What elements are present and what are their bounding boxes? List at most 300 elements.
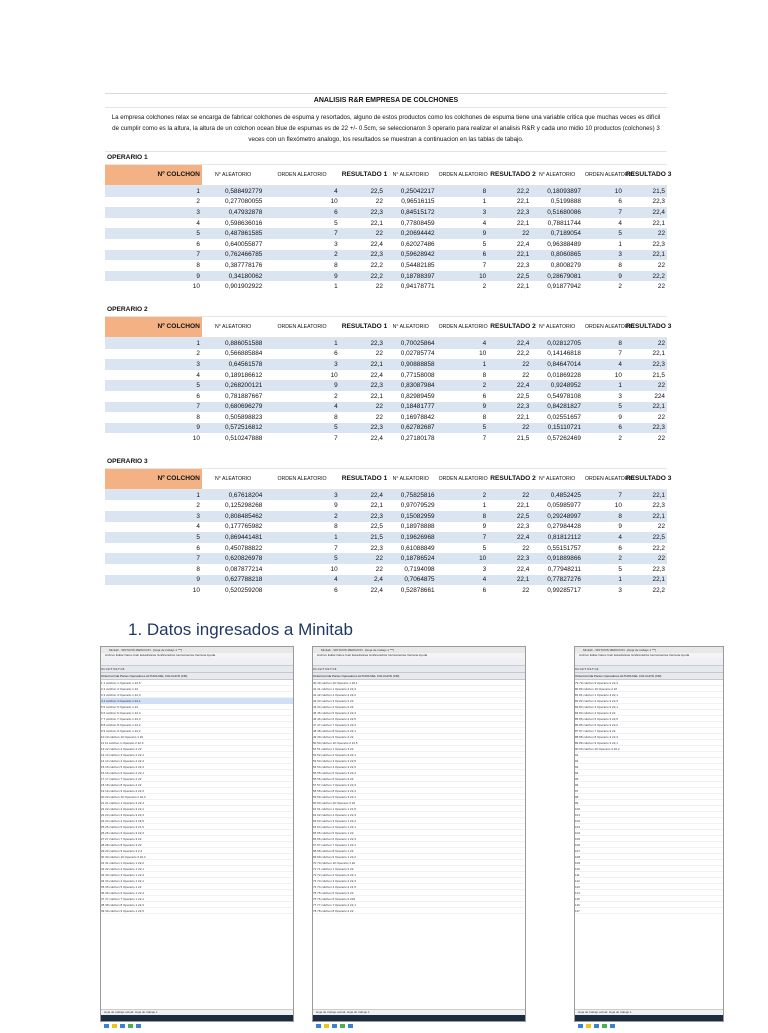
column-header: ORDEN ALEATORIO xyxy=(264,468,339,489)
worksheet-row[interactable]: 54 54 colchon 4 Operario 3 22,3 xyxy=(313,765,356,769)
table-cell: 8 xyxy=(334,413,338,421)
table-cell: 22,3 xyxy=(516,523,530,531)
worksheet-row[interactable]: 75 75 colchon 5 Operario 2 22 xyxy=(313,891,354,895)
worksheet-row[interactable]: 42 42 colchon 2 Operario 2 22,2 xyxy=(313,693,356,697)
table-cell: 9 xyxy=(437,228,489,239)
table-cell: 0,588492779 xyxy=(202,186,264,197)
worksheet-row[interactable]: 55 55 colchon 5 Operario 3 22,4 xyxy=(313,771,356,775)
worksheet-row[interactable]: 36 36 colchon 6 Operario 1 22,4 xyxy=(101,891,144,895)
worksheet-row[interactable]: 26 26 colchon 6 Operario 3 22,3 xyxy=(101,831,144,835)
browser-icon[interactable] xyxy=(594,1024,599,1028)
column-header: N° ALEATORIO xyxy=(202,468,264,489)
table-cell: 0,7194098 xyxy=(404,565,435,573)
table-cell: 22,4 xyxy=(624,207,667,218)
table-cell: 22,5 xyxy=(370,523,383,531)
table-row xyxy=(105,522,667,533)
worksheet-row[interactable]: 97 xyxy=(575,789,579,793)
toolbar[interactable] xyxy=(575,658,723,666)
table-cell: 0,83087984 xyxy=(385,380,437,391)
operators-container xyxy=(105,152,672,596)
table-cell: 8 xyxy=(196,565,200,573)
worksheet-row[interactable]: 45 45 colchon 5 Operario 2 22,4 xyxy=(313,711,356,715)
minitab-window xyxy=(312,646,526,1022)
worksheet-row[interactable]: 14 14 colchon 4 Operario 2 22,4 xyxy=(101,759,144,763)
column-header: N° ALEATORIO xyxy=(202,316,264,337)
column-header: N° ALEATORIO xyxy=(531,468,583,489)
table-cell: 3 xyxy=(482,565,487,573)
table-cell: 6 xyxy=(264,207,339,218)
table-cell: 0,620826978 xyxy=(202,553,264,564)
table-cell: 22,3 xyxy=(516,261,530,269)
worksheet-row[interactable]: 43 43 colchon 3 Operario 2 22 xyxy=(313,699,354,703)
table-cell: 3 xyxy=(264,359,339,370)
table-cell: 22,4 xyxy=(488,532,531,543)
worksheet-row[interactable]: 74 74 colchon 4 Operario 2 21,5 xyxy=(313,885,356,889)
table-cell: 10 xyxy=(192,435,200,443)
column-header: N° ALEATORIO xyxy=(385,468,437,489)
table-cell: 22,4 xyxy=(488,337,531,348)
table-cell: 22 xyxy=(624,553,667,564)
excel-icon[interactable] xyxy=(602,1024,607,1028)
table-cell: 22,4 xyxy=(488,380,531,391)
worksheet-row[interactable]: 40 40 colchon 10 Operario 1 22,1 xyxy=(313,681,358,685)
worksheet-row[interactable]: 85 85 colchon 5 Operario 3 22,5 xyxy=(575,717,618,721)
worksheet-row[interactable]: 116 xyxy=(575,903,580,907)
worksheet-row[interactable]: 83 83 colchon 3 Operario 3 22,1 xyxy=(575,705,618,709)
table-cell: 8 xyxy=(482,413,487,421)
table-row xyxy=(105,186,667,197)
worksheet-row[interactable]: 17 17 colchon 7 Operario 2 22 xyxy=(101,777,142,781)
worksheet-row[interactable]: 96 xyxy=(575,783,579,787)
worksheet-grid[interactable] xyxy=(575,666,723,914)
table-cell: 22,2 xyxy=(488,186,531,197)
table-row xyxy=(105,553,667,564)
worksheet-row[interactable]: 61 61 colchon 1 Operario 1 21,5 xyxy=(313,807,356,811)
toolbar[interactable] xyxy=(313,658,525,666)
worksheet-grid[interactable] xyxy=(101,666,293,914)
table-cell: 0,59628942 xyxy=(385,250,437,261)
worksheet-row[interactable]: 2 2 colchon 2 Operario 1 22 xyxy=(101,687,139,691)
table-cell: 10 xyxy=(330,565,338,573)
browser-icon[interactable] xyxy=(332,1024,337,1028)
table-cell: 0,572516812 xyxy=(202,423,264,434)
table-cell: 0,75825816 xyxy=(385,489,437,500)
worksheet-row[interactable]: 112 xyxy=(575,879,580,883)
worksheet-row[interactable]: 20 20 colchon 10 Operario 2 22,4 xyxy=(101,795,146,799)
taskbar[interactable] xyxy=(575,1015,723,1021)
worksheet-row[interactable]: 63 63 colchon 3 Operario 1 22,4 xyxy=(313,819,356,823)
table-cell: 0,61088849 xyxy=(400,544,435,552)
worksheet-row[interactable]: 79 79 colchon 9 Operario 2 22,3 xyxy=(575,681,618,685)
table-cell: 22 xyxy=(340,402,385,413)
table-cell: 0,77948211 xyxy=(547,565,581,573)
folder-icon[interactable] xyxy=(112,1024,117,1028)
table-cell: 22 xyxy=(657,283,665,291)
table-cell: 4 xyxy=(583,532,624,543)
worksheet-row[interactable]: 23 23 colchon 3 Operario 3 22,3 xyxy=(101,813,144,817)
worksheet-row[interactable]: 72 72 colchon 2 Operario 2 22,1 xyxy=(313,873,356,877)
worksheet-row[interactable]: 37 37 colchon 7 Operario 1 22,1 xyxy=(101,897,144,901)
table-cell: 22,2 xyxy=(624,271,667,282)
table-cell: 22,4 xyxy=(516,240,530,248)
table-cell: 0,808485462 xyxy=(202,511,264,522)
worksheet-row[interactable]: 5 5 colchon 5 Operario 1 22 xyxy=(101,705,139,709)
table-cell: 22 xyxy=(375,283,383,291)
table-cell: 22,1 xyxy=(516,198,530,206)
start-icon[interactable] xyxy=(316,1024,321,1028)
worksheet-row[interactable]: 91 xyxy=(575,753,579,757)
table-cell: 0,97079529 xyxy=(400,502,435,510)
column-header: N° ALEATORIO xyxy=(531,316,583,337)
table-cell: 9 xyxy=(264,271,339,282)
worksheet-row[interactable]: 10 10 colchon 10 Operario 1 22 xyxy=(101,735,144,739)
table-cell: 0,62782687 xyxy=(385,423,437,434)
table-cell: 1 xyxy=(583,575,624,586)
worksheet-row[interactable]: 94 xyxy=(575,771,579,775)
worksheet-row[interactable]: 109 xyxy=(575,861,581,865)
table-cell: 1 xyxy=(334,283,338,291)
column-names: OrdenCorrida Partes Operadores ALTURA DEL COLCHON (CM) xyxy=(313,673,525,680)
worksheet-row[interactable]: 113 xyxy=(575,885,580,889)
worksheet-row[interactable]: 99 xyxy=(575,801,579,805)
table-cell: 3 xyxy=(105,359,202,370)
table-cell: 22,1 xyxy=(624,575,667,586)
table-cell: 2 xyxy=(583,553,624,564)
excel-icon[interactable] xyxy=(128,1024,133,1028)
word-icon[interactable] xyxy=(136,1024,141,1028)
worksheet-row[interactable]: 100 xyxy=(575,807,581,811)
table-cell: 4 xyxy=(482,219,487,227)
intro-paragraph: La empresa colchones relax se encarga de fabricar colchones de espuma y resortados, alguno de estos productos como los colchones de espuma tiene una variable critica que muchas veces es difícil de cumplir como es la altura, la altura de un colchon ocean blue de espumas es de 22 +/- 0.5cm, se seleccionaron 3 operario para realizar el analisis R&R y cada uno midio 10 productos (colchones) 3 veces con un flexómetro analogo, los resultados se muestran a continuacion en las tablas de tabajo. xyxy=(105,108,667,152)
table-row xyxy=(105,250,667,261)
table-cell: 4 xyxy=(196,219,200,227)
worksheet-rows[interactable] xyxy=(313,680,525,914)
worksheet-row[interactable]: 29 29 colchon 9 Operario 3 2,4 xyxy=(101,849,143,853)
worksheet-row[interactable]: 93 xyxy=(575,765,579,769)
worksheet-row[interactable]: 102 xyxy=(575,819,581,823)
worksheet-row[interactable]: 89 89 colchon 9 Operario 3 22,1 xyxy=(575,741,618,745)
table-cell: 22,1 xyxy=(516,502,530,510)
table-cell: 22,3 xyxy=(652,240,665,248)
table-cell: 4 xyxy=(196,523,200,531)
worksheet-row[interactable]: 107 xyxy=(575,849,581,853)
worksheet-row[interactable]: 90 90 colchon 10 Operario 3 22,2 xyxy=(575,747,620,751)
table-cell: 22,3 xyxy=(652,502,665,510)
worksheet-row[interactable]: 35 35 colchon 5 Operario 1 22 xyxy=(101,885,142,889)
worksheet-row[interactable]: 7 7 colchon 7 Operario 1 22,3 xyxy=(101,717,141,721)
column-header: N° ALEATORIO xyxy=(202,165,264,186)
worksheet-row[interactable]: 95 xyxy=(575,777,579,781)
worksheet-row[interactable]: 65 65 colchon 5 Operario 1 22 xyxy=(313,831,354,835)
taskbar[interactable] xyxy=(313,1015,525,1021)
worksheet-row[interactable]: 24 24 colchon 4 Operario 3 22,5 xyxy=(101,819,144,823)
toolbar[interactable] xyxy=(101,658,293,666)
table-cell: 22,3 xyxy=(370,544,383,552)
worksheet-row[interactable]: 8 8 colchon 8 Operario 1 22,2 xyxy=(101,723,141,727)
start-icon[interactable] xyxy=(578,1024,583,1028)
table-cell: 22,1 xyxy=(488,575,531,586)
worksheet-row[interactable]: 15 15 colchon 5 Operario 2 22,3 xyxy=(101,765,144,769)
table-cell: 22 xyxy=(488,359,531,370)
worksheet-row[interactable]: 6 6 colchon 6 Operario 1 22,4 xyxy=(101,711,141,715)
worksheet-row[interactable]: 30 30 colchon 10 Operario 3 22,4 xyxy=(101,855,146,859)
worksheet-row[interactable]: 22 22 colchon 2 Operario 3 22,1 xyxy=(101,807,144,811)
worksheet-row[interactable]: 87 87 colchon 7 Operario 3 22 xyxy=(575,729,616,733)
table-cell: 0,02551657 xyxy=(547,413,581,421)
worksheet-row[interactable]: 44 44 colchon 4 Operario 2 22 xyxy=(313,705,354,709)
worksheet-row[interactable]: 39 39 colchon 9 Operario 1 22,5 xyxy=(101,909,144,913)
worksheet-row[interactable]: 62 62 colchon 2 Operario 1 22,3 xyxy=(313,813,356,817)
taskbar[interactable] xyxy=(101,1015,293,1021)
column-header: RESULTADO 2 xyxy=(488,468,531,489)
table-cell: 0,450788822 xyxy=(225,544,263,552)
browser-icon[interactable] xyxy=(120,1024,125,1028)
column-header: N° ALEATORIO xyxy=(385,316,437,337)
column-header: RESULTADO 2 xyxy=(488,165,531,186)
table-cell: 22,3 xyxy=(340,423,385,434)
operator-label: OPERARIO 3 xyxy=(107,457,148,465)
column-ids: C1 C2-T C3-T C4 xyxy=(313,666,525,673)
worksheet-row[interactable]: 12 12 colchon 2 Operario 2 22 xyxy=(101,747,142,751)
column-header: RESULTADO 1 xyxy=(340,468,385,489)
table-cell: 22,5 xyxy=(488,511,531,522)
table-cell: 0,52878661 xyxy=(400,587,435,595)
table-cell: 0,7189054 xyxy=(531,228,583,239)
worksheet-row[interactable]: 117 xyxy=(575,909,580,913)
worksheet-row[interactable]: 19 19 colchon 9 Operario 2 22,3 xyxy=(101,789,144,793)
worksheet-row[interactable]: 34 34 colchon 4 Operario 1 22,1 xyxy=(101,879,144,883)
table-cell: 2,4 xyxy=(340,575,385,586)
table-cell: 22 xyxy=(375,565,383,573)
table-cell: 0,781887667 xyxy=(225,392,263,400)
table-cell: 22,1 xyxy=(624,402,667,413)
window-title: Minitab - SINTAXIS MEDICION - [Hoja de trabajo 1 ***] xyxy=(575,647,723,653)
menu-bar[interactable]: Archivo Editar Datos Calc Estadísticas Gráfica Editor Herramientas Ventana Ayuda xyxy=(575,653,723,658)
worksheet-row[interactable]: 82 82 colchon 2 Operario 3 22,3 xyxy=(575,699,618,703)
worksheet-row[interactable]: 71 71 colchon 1 Operario 2 22 xyxy=(313,867,354,871)
menu-bar[interactable]: Archivo Editar Datos Calc Estadísticas Gráfica Editor Herramientas Ventana Ayuda xyxy=(101,653,293,658)
table-cell: 22,5 xyxy=(516,392,530,400)
worksheet-grid[interactable] xyxy=(313,666,525,914)
table-cell: 22 xyxy=(624,337,667,348)
table-cell: 0,18481777 xyxy=(385,402,437,413)
worksheet-row[interactable]: 16 16 colchon 6 Operario 2 22,1 xyxy=(101,771,144,775)
column-header: N° ALEATORIO xyxy=(531,165,583,186)
table-row xyxy=(105,197,667,208)
table-cell: 21,5 xyxy=(624,186,667,197)
table-cell: 0,505898823 xyxy=(225,413,263,421)
worksheet-row[interactable]: 11 11 colchon 1 Operario 2 22,3 xyxy=(101,741,144,745)
table-cell: 3 xyxy=(618,587,622,595)
worksheet-rows[interactable] xyxy=(101,680,293,914)
table-cell: 7 xyxy=(105,250,202,261)
worksheet-row[interactable]: 52 52 colchon 2 Operario 3 22,1 xyxy=(313,753,356,757)
worksheet-row[interactable]: 46 46 colchon 6 Operario 2 22,5 xyxy=(313,717,356,721)
table-cell: 22,4 xyxy=(340,489,385,500)
table-cell: 22 xyxy=(375,198,383,206)
worksheet-row[interactable]: 108 xyxy=(575,855,581,859)
table-cell: 21,5 xyxy=(516,435,530,443)
minitab-window xyxy=(574,646,724,1022)
table-row xyxy=(105,228,667,239)
worksheet-row[interactable]: 51 51 colchon 1 Operario 3 22 xyxy=(313,747,354,751)
table-cell: 0,84647014 xyxy=(531,359,583,370)
worksheet-row[interactable]: 106 xyxy=(575,843,581,847)
table-cell: 22,1 xyxy=(652,219,665,227)
worksheet-row[interactable]: 84 84 colchon 4 Operario 3 22 xyxy=(575,711,616,715)
worksheet-row[interactable]: 13 13 colchon 3 Operario 2 22,1 xyxy=(101,753,144,757)
table-cell: 9 xyxy=(437,402,489,413)
table-cell: 22,5 xyxy=(488,271,531,282)
worksheet-rows[interactable] xyxy=(575,680,723,914)
worksheet-row[interactable]: 67 67 colchon 7 Operario 1 22,1 xyxy=(313,843,356,847)
table-row xyxy=(105,337,667,348)
table-row xyxy=(105,349,667,360)
worksheet-row[interactable]: 57 57 colchon 7 Operario 3 22,3 xyxy=(313,783,356,787)
worksheet-row[interactable]: 76 76 colchon 6 Operario 2 224 xyxy=(313,897,356,901)
table-cell: 4 xyxy=(196,371,200,379)
table-cell: 0,4852425 xyxy=(531,489,583,500)
worksheet-row[interactable]: 18 18 colchon 8 Operario 2 22 xyxy=(101,783,142,787)
table-cell: 6 xyxy=(618,198,622,206)
word-icon[interactable] xyxy=(348,1024,353,1028)
worksheet-row[interactable]: 70 70 colchon 10 Operario 1 22 xyxy=(313,861,356,865)
status-bar: Hoja de trabajo actual: Hoja de trabajo 1 xyxy=(575,1009,723,1015)
table-row xyxy=(105,207,667,218)
table-cell: 0,18978888 xyxy=(400,523,435,531)
worksheet-row[interactable]: 9 9 colchon 9 Operario 1 22,2 xyxy=(101,729,141,733)
table-cell: 0,27984428 xyxy=(547,523,581,531)
worksheet-row[interactable]: 4 4 colchon 4 Operario 1 22,1 xyxy=(101,698,293,704)
worksheet-row[interactable]: 68 68 colchon 8 Operario 1 22 xyxy=(313,849,354,853)
worksheet-row[interactable]: 38 38 colchon 8 Operario 1 22,3 xyxy=(101,903,144,907)
worksheet-row[interactable]: 47 47 colchon 7 Operario 2 22,3 xyxy=(313,723,356,727)
worksheet-row[interactable]: 28 28 colchon 8 Operario 3 22 xyxy=(101,843,142,847)
table-cell: 22 xyxy=(375,413,383,421)
table-cell: 0,18786524 xyxy=(385,553,437,564)
worksheet-row[interactable]: 41 41 colchon 1 Operario 2 22,4 xyxy=(313,687,356,691)
worksheet-row[interactable]: 31 31 colchon 1 Operario 1 22,2 xyxy=(101,861,144,865)
table-cell: 5 xyxy=(264,553,339,564)
worksheet-row[interactable]: 66 66 colchon 6 Operario 1 22,3 xyxy=(313,837,356,841)
worksheet-row[interactable]: 88 88 colchon 8 Operario 3 22,3 xyxy=(575,735,618,739)
worksheet-row[interactable]: 32 32 colchon 2 Operario 1 22,1 xyxy=(101,867,144,871)
worksheet-row[interactable]: 59 59 colchon 9 Operario 3 22,1 xyxy=(313,795,356,799)
worksheet-row[interactable]: 50 50 colchon 10 Operario 2 21,5 xyxy=(313,741,358,745)
table-cell: 3 xyxy=(437,207,489,218)
table-cell: 0,16978842 xyxy=(400,413,435,421)
start-icon[interactable] xyxy=(104,1024,109,1028)
worksheet-row[interactable]: 53 53 colchon 3 Operario 3 22,5 xyxy=(313,759,356,763)
worksheet-row[interactable]: 114 xyxy=(575,891,580,895)
table-cell: 22,4 xyxy=(370,371,383,379)
table-cell: 6 xyxy=(196,240,200,248)
worksheet-row[interactable]: 103 xyxy=(575,825,581,829)
worksheet-row[interactable]: 101 xyxy=(575,813,581,817)
column-header: ORDEN ALEATORIO xyxy=(264,165,339,186)
window-title: Minitab - SINTAXIS MEDICION - [Hoja de trabajo 1 ***] xyxy=(101,647,293,653)
worksheet-row[interactable]: 92 xyxy=(575,759,579,763)
word-icon[interactable] xyxy=(610,1024,615,1028)
worksheet-row[interactable]: 73 73 colchon 3 Operario 2 22,3 xyxy=(313,879,356,883)
menu-bar[interactable]: Archivo Editar Datos Calc Estadísticas Gráfica Editor Herramientas Ventana Ayuda xyxy=(313,653,525,658)
table-cell: 0,18093897 xyxy=(531,186,583,197)
worksheet-row[interactable]: 77 77 colchon 7 Operario 2 22,1 xyxy=(313,903,356,907)
status-bar: Hoja de trabajo actual: Hoja de trabajo 1 xyxy=(313,1009,525,1015)
table-cell: 0,20694442 xyxy=(385,228,437,239)
table-cell: 2 xyxy=(482,283,487,291)
worksheet-row[interactable]: 64 64 colchon 4 Operario 1 22,1 xyxy=(313,825,356,829)
worksheet-row[interactable]: 33 33 colchon 3 Operario 1 22,3 xyxy=(101,873,144,877)
worksheet-row[interactable]: 98 xyxy=(575,795,579,799)
table-cell: 0,598636016 xyxy=(225,219,263,227)
column-names: OrdenCorrida Partes Operadores ALTURA DEL COLCHON (CM) xyxy=(101,673,293,680)
table-cell: 8 xyxy=(196,261,200,269)
column-header: N° ALEATORIO xyxy=(385,165,437,186)
table-cell: 1 xyxy=(264,532,339,543)
worksheet-row[interactable]: 3 3 colchon 3 Operario 1 22,3 xyxy=(101,693,141,697)
worksheet-row[interactable]: 49 49 colchon 9 Operario 2 22 xyxy=(313,735,354,739)
worksheet-row[interactable]: 60 60 colchon 10 Operario 3 22 xyxy=(313,801,356,805)
worksheet-row[interactable]: 111 xyxy=(575,873,580,877)
table-cell: 1 xyxy=(105,337,202,348)
worksheet-row[interactable]: 81 81 colchon 1 Operario 3 22,1 xyxy=(575,693,618,697)
table-cell: 0,28679081 xyxy=(531,271,583,282)
table-cell: 7 xyxy=(105,402,202,413)
table-cell: 0,02812705 xyxy=(531,337,583,348)
table-cell: 21,5 xyxy=(340,532,385,543)
table-cell: 22,1 xyxy=(370,502,383,510)
table-cell: 22 xyxy=(522,544,530,552)
table-row xyxy=(105,380,667,391)
excel-icon[interactable] xyxy=(340,1024,345,1028)
table-cell: 9 xyxy=(618,523,622,531)
table-cell: 0,177765982 xyxy=(225,523,263,531)
table-cell: 10 xyxy=(330,198,338,206)
worksheet-row[interactable]: 105 xyxy=(575,837,581,841)
worksheet-row[interactable]: 69 69 colchon 9 Operario 1 22,2 xyxy=(313,855,356,859)
table-row xyxy=(105,575,667,586)
table-cell: 22,1 xyxy=(340,359,385,370)
table-row xyxy=(105,532,667,543)
worksheet-row[interactable]: 48 48 colchon 8 Operario 2 22,1 xyxy=(313,729,356,733)
worksheet-row[interactable]: 58 58 colchon 8 Operario 3 22,4 xyxy=(313,789,356,793)
worksheet-row[interactable]: 80 80 colchon 10 Operario 2 22 xyxy=(575,687,618,691)
table-cell: 2 xyxy=(618,435,622,443)
worksheet-row[interactable]: 1 1 colchon 1 Operario 1 22,5 xyxy=(101,681,141,685)
table-cell: 0,99285717 xyxy=(547,587,581,595)
table-cell: 0,125298268 xyxy=(225,502,263,510)
worksheet-row[interactable]: 104 xyxy=(575,831,581,835)
folder-icon[interactable] xyxy=(586,1024,591,1028)
worksheet-row[interactable]: 25 25 colchon 5 Operario 3 21,5 xyxy=(101,825,144,829)
column-header: ORDEN ALEATORIO xyxy=(264,316,339,337)
worksheet-row[interactable]: 21 21 colchon 1 Operario 3 22,4 xyxy=(101,801,144,805)
table-cell: 0,15082959 xyxy=(385,511,437,522)
folder-icon[interactable] xyxy=(324,1024,329,1028)
worksheet-row[interactable]: 86 86 colchon 6 Operario 3 22,2 xyxy=(575,723,618,727)
worksheet-row[interactable]: 78 78 colchon 8 Operario 2 22 xyxy=(313,909,354,913)
worksheet-row[interactable]: 27 27 colchon 7 Operario 3 22 xyxy=(101,837,142,841)
table-cell: 22,3 xyxy=(624,359,667,370)
table-cell: 0,901902922 xyxy=(225,283,263,291)
table-row xyxy=(105,433,667,444)
worksheet-row[interactable]: 56 56 colchon 6 Operario 3 22 xyxy=(313,777,354,781)
table-cell: 1 xyxy=(482,198,487,206)
worksheet-row[interactable]: 110 xyxy=(575,867,580,871)
worksheet-row[interactable]: 115 xyxy=(575,897,580,901)
table-cell: 22,4 xyxy=(516,565,530,573)
